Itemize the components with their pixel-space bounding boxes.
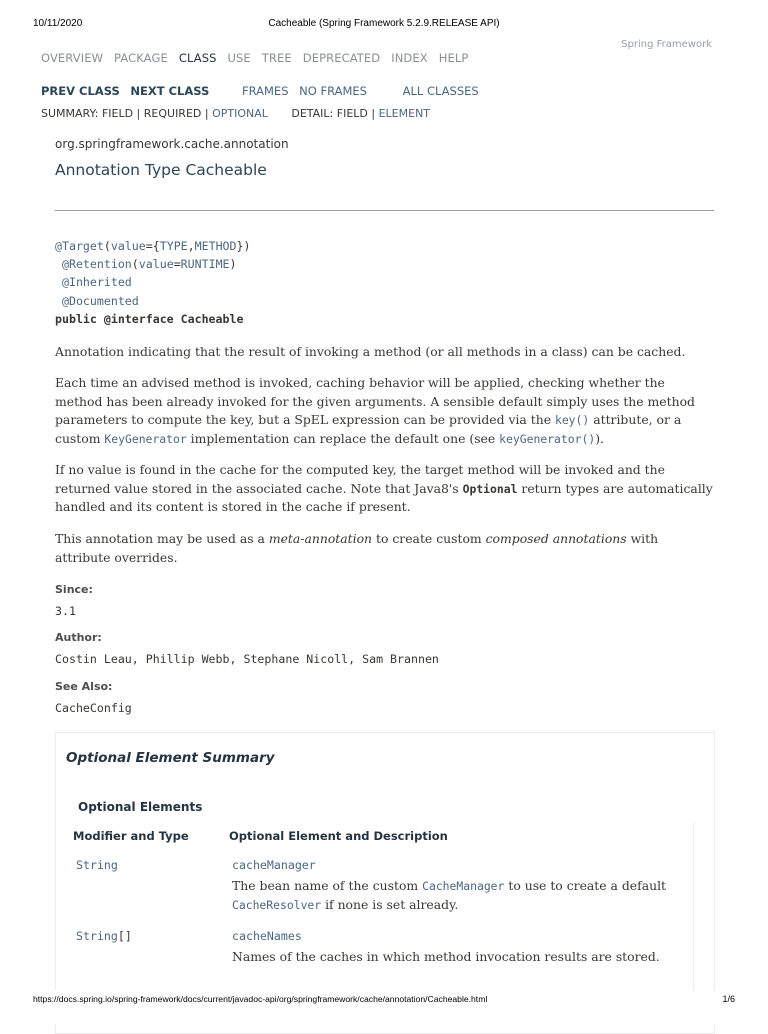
print-date: 10/11/2020: [33, 18, 83, 29]
description-p3: If no value is found in the cache for the computed key, the target method will be invoked and the returned value stored in the associated cache. Note that Java8's Optional return types are automatically handled and its content is stored in the cache if present.: [55, 462, 713, 515]
author-label: Author:: [55, 631, 102, 644]
cachenames-description: Names of the caches in which method invocation results are stored.: [232, 949, 660, 964]
prev-class-link[interactable]: PREV CLASS: [41, 84, 120, 98]
inherited-annotation-link[interactable]: @Inherited: [61, 275, 132, 290]
summary-title: Optional Element Summary: [66, 750, 275, 766]
target-annotation-link[interactable]: @Target: [55, 239, 104, 253]
nav-class: CLASS: [178, 51, 217, 65]
keygenerator-link[interactable]: KeyGenerator: [104, 431, 187, 446]
string-type-link[interactable]: String: [76, 858, 118, 872]
page-title: Annotation Type Cacheable: [55, 161, 267, 179]
summary-prefix: SUMMARY: FIELD | REQUIRED |: [41, 107, 213, 120]
nav-index[interactable]: INDEX: [391, 51, 428, 65]
nav-overview[interactable]: OVERVIEW: [41, 51, 104, 65]
see-also-label: See Also:: [55, 680, 113, 693]
since-value: 3.1: [55, 604, 76, 618]
column-header-type: Modifier and Type: [73, 829, 189, 843]
optional-code: Optional: [462, 481, 518, 496]
detail-prefix: DETAIL: FIELD |: [291, 107, 379, 120]
cachemanager-description: The bean name of the custom CacheManager to use to create a default CacheResolver if none is set already.: [232, 878, 667, 912]
table-row: [76, 858, 118, 872]
author-value: Costin Leau, Phillip Webb, Stephane Nicoll, Sam Brannen: [55, 652, 439, 666]
retention-annotation-link[interactable]: @Retention: [61, 257, 132, 272]
summary-nav: [41, 107, 430, 120]
cacheresolver-type-link[interactable]: CacheResolver: [232, 897, 322, 912]
next-class-link[interactable]: NEXT CLASS: [130, 84, 210, 98]
column-header-element: Optional Element and Description: [229, 829, 448, 843]
key-attr-link[interactable]: key(): [554, 413, 590, 428]
nav-use[interactable]: USE: [227, 51, 251, 65]
print-page-number: 1/6: [722, 994, 735, 1004]
declaration: public @interface Cacheable: [55, 311, 244, 326]
keygenerator-attr-link[interactable]: keyGenerator(): [499, 431, 596, 446]
sub-nav: [41, 84, 479, 98]
brand-label: Spring Framework: [621, 39, 712, 50]
nav-tree[interactable]: TREE: [261, 51, 292, 65]
target-type-link[interactable]: TYPE: [159, 239, 188, 253]
description-p2: Each time an advised method is invoked, caching behavior will be applied, checking whether the method has been already invoked for the given arguments. A sensible default simply uses the method parameters to compute the key, but a SpEL expression can be provided via the key() attribute, or a custom KeyGenerator implementation can replace the default one (see keyGenerator()).: [55, 375, 695, 446]
detail-element-link[interactable]: ELEMENT: [378, 107, 431, 120]
nav-package[interactable]: PACKAGE: [114, 51, 168, 65]
top-nav: [41, 51, 479, 65]
string-array-type-link[interactable]: String: [76, 929, 118, 943]
no-frames-link[interactable]: NO FRAMES: [299, 84, 367, 98]
target-method-link[interactable]: METHOD: [194, 239, 237, 253]
since-label: Since:: [55, 583, 93, 596]
nav-help[interactable]: HELP: [438, 51, 469, 65]
print-url: https://docs.spring.io/spring-framework/docs/current/javadoc-api/org/springframework/cache/annotation/Cacheable.html: [33, 994, 488, 1004]
summary-optional-link[interactable]: OPTIONAL: [212, 107, 268, 120]
annotation-signature: @Target(value={TYPE,METHOD}) @Retention(value=RUNTIME) @Inherited @Documented public @interface Cacheable: [55, 237, 251, 328]
retention-value-link[interactable]: value: [138, 257, 174, 272]
print-doc-title: Cacheable (Spring Framework 5.2.9.RELEASE API): [268, 18, 500, 29]
description-p4: This annotation may be used as a meta-annotation to create custom composed annotations with attribute overrides.: [55, 531, 659, 565]
cacheconfig-link[interactable]: CacheConfig: [55, 701, 132, 715]
table-caption: Optional Elements: [78, 800, 203, 814]
nav-deprecated[interactable]: DEPRECATED: [302, 51, 381, 65]
cachemanager-type-link[interactable]: CacheManager: [422, 879, 505, 893]
table-row: String[]: [76, 929, 132, 943]
description-p1: Annotation indicating that the result of invoking a method (or all methods in a class) can be cached.: [55, 344, 686, 359]
retention-runtime-link[interactable]: RUNTIME: [180, 257, 230, 272]
header-divider: [55, 210, 714, 211]
cachemanager-element-link[interactable]: cacheManager: [232, 858, 316, 872]
cachenames-element-link[interactable]: cacheNames: [232, 929, 302, 943]
documented-annotation-link[interactable]: @Documented: [61, 293, 139, 308]
package-name: org.springframework.cache.annotation: [55, 137, 289, 151]
all-classes-link[interactable]: ALL CLASSES: [402, 84, 479, 98]
frames-link[interactable]: FRAMES: [242, 84, 289, 98]
target-value-link[interactable]: value: [110, 239, 146, 253]
